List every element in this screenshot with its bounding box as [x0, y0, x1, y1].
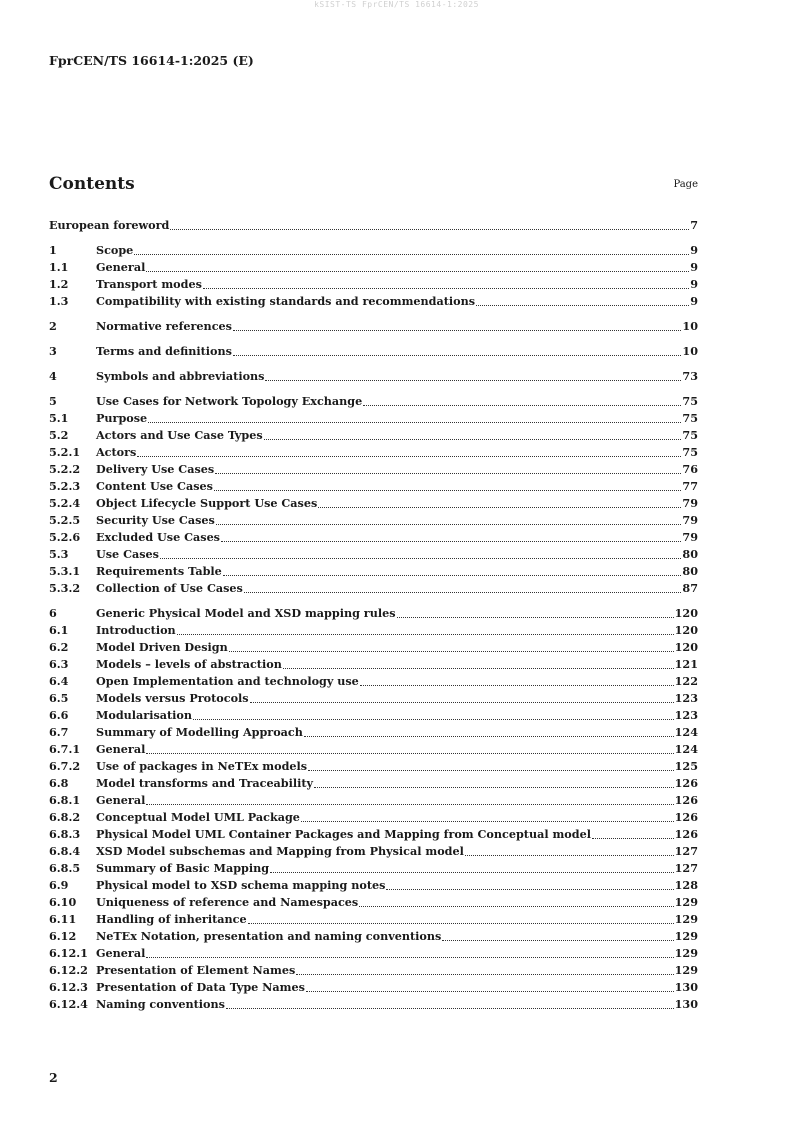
toc-entry-page: 128 [674, 878, 698, 892]
toc-entry-number: 5.3.2 [49, 581, 81, 595]
toc-entry-title: Actors and Use Case Types [96, 428, 263, 442]
toc-dot-leader [146, 270, 689, 272]
toc-entry[interactable] [49, 546, 698, 563]
toc-entry[interactable] [49, 318, 698, 335]
toc-entry-title: Introduction [96, 623, 176, 637]
toc-dot-leader [442, 939, 673, 941]
toc-entry-number: 6.2 [49, 640, 69, 654]
toc-entry-page: 123 [674, 691, 698, 705]
toc-entry-page: 120 [674, 606, 698, 620]
toc-entry-number: 5.2.5 [49, 513, 81, 527]
toc-dot-leader [397, 616, 674, 618]
toc-dot-leader [314, 786, 674, 788]
page-column-label: Page [673, 179, 698, 190]
toc-entry-number: 6.6 [49, 708, 69, 722]
toc-entry[interactable] [49, 996, 698, 1013]
toc-entry[interactable] [49, 962, 698, 979]
toc-entry-number: 6.9 [49, 878, 69, 892]
toc-entry-title: Summary of Basic Mapping [96, 861, 270, 875]
toc-entry-page: 79 [682, 496, 698, 510]
toc-entry-page: 126 [674, 776, 698, 790]
toc-entry-number: 6.7.1 [49, 742, 81, 756]
toc-entry[interactable] [49, 928, 698, 945]
toc-entry-page: 10 [682, 344, 698, 358]
toc-entry[interactable] [49, 259, 698, 276]
toc-entry-page: 79 [682, 513, 698, 527]
toc-entry-page: 80 [682, 547, 698, 561]
toc-entry[interactable] [49, 911, 698, 928]
toc-entry-number: 1 [49, 243, 57, 257]
toc-entry-page: 129 [674, 895, 698, 909]
toc-entry-page: 121 [674, 657, 698, 671]
toc-entry[interactable] [49, 512, 698, 529]
toc-dot-leader [308, 769, 674, 771]
toc-entry-number: 6.8.1 [49, 793, 81, 807]
toc-dot-leader [177, 633, 674, 635]
toc-entry-number: 6.8.4 [49, 844, 81, 858]
toc-entry[interactable] [49, 860, 698, 877]
toc-entry[interactable] [49, 656, 698, 673]
toc-entry[interactable] [49, 427, 698, 444]
toc-entry[interactable] [49, 775, 698, 792]
toc-entry-title: Excluded Use Cases [96, 530, 220, 544]
toc-entry-title: Requirements Table [96, 564, 222, 578]
toc-dot-leader [170, 228, 689, 230]
toc-entry[interactable] [49, 293, 698, 310]
toc-entry-page: 126 [674, 793, 698, 807]
toc-dot-leader [301, 820, 674, 822]
toc-entry[interactable] [49, 809, 698, 826]
toc-dot-leader [137, 455, 681, 457]
toc-dot-leader [363, 404, 681, 406]
document-id: FprCEN/TS 16614-1:2025 (E) [49, 53, 254, 68]
toc-entry[interactable] [49, 707, 698, 724]
contents-title: Contents [49, 174, 135, 194]
toc-entry-number: 5.2 [49, 428, 69, 442]
toc-entry-number: 6.3 [49, 657, 69, 671]
watermark: kSIST-TS FprCEN/TS 16614-1:2025 [314, 0, 479, 9]
toc-entry[interactable] [49, 639, 698, 656]
toc-entry-title: Terms and definitions [96, 344, 232, 358]
toc-entry-title: General [96, 946, 146, 960]
toc-entry-title: Modularisation [96, 708, 193, 722]
toc-dot-leader [304, 735, 674, 737]
toc-dot-leader [229, 650, 674, 652]
toc-entry[interactable] [49, 826, 698, 843]
toc-entry-number: 6.12.1 [49, 946, 88, 960]
toc-entry-page: 127 [674, 861, 698, 875]
toc-entry[interactable] [49, 945, 698, 962]
toc-entry-title: Model Driven Design [96, 640, 228, 654]
toc-entry-number: 2 [49, 319, 57, 333]
toc-entry[interactable] [49, 529, 698, 546]
toc-dot-leader [223, 574, 682, 576]
toc-entry-number: 6 [49, 606, 57, 620]
toc-entry-title: European foreword [49, 218, 170, 232]
toc-dot-leader [221, 540, 681, 542]
toc-entry-number: 6.8 [49, 776, 69, 790]
toc-entry-number: 3 [49, 344, 57, 358]
toc-entry-title: Object Lifecycle Support Use Cases [96, 496, 318, 510]
toc-entry-page: 129 [674, 963, 698, 977]
toc-entry-page: 9 [690, 277, 698, 291]
toc-entry-page: 87 [682, 581, 698, 595]
toc-dot-leader [148, 421, 681, 423]
footer-page-number: 2 [49, 1070, 58, 1085]
toc-entry-page: 129 [674, 929, 698, 943]
toc-entry-title: Models – levels of abstraction [96, 657, 282, 671]
toc-entry-title: Collection of Use Cases [96, 581, 243, 595]
toc-entry-title: Use of packages in NeTEx models [96, 759, 308, 773]
toc-entry[interactable] [49, 444, 698, 461]
toc-entry-number: 5.2.3 [49, 479, 81, 493]
toc-entry-page: 130 [674, 980, 698, 994]
toc-entry[interactable] [49, 563, 698, 580]
toc-entry[interactable] [49, 461, 698, 478]
toc-entry[interactable] [49, 393, 698, 410]
toc-entry-number: 6.5 [49, 691, 69, 705]
toc-entry-title: Handling of inheritance [96, 912, 247, 926]
toc-entry[interactable] [49, 495, 698, 512]
toc-dot-leader [386, 888, 673, 890]
toc-dot-leader [214, 489, 682, 491]
toc-dot-leader [233, 329, 682, 331]
toc-entry-page: 129 [674, 946, 698, 960]
toc-entry-page: 126 [674, 810, 698, 824]
toc-entry-title: Symbols and abbreviations [96, 369, 265, 383]
toc-entry[interactable] [49, 877, 698, 894]
toc-entry-title: Delivery Use Cases [96, 462, 215, 476]
toc-dot-leader [216, 523, 682, 525]
toc-entry-number: 6.12.4 [49, 997, 88, 1011]
toc-entry-number: 6.1 [49, 623, 69, 637]
toc-dot-leader [215, 472, 681, 474]
toc-entry[interactable] [49, 758, 698, 775]
toc-entry-page: 73 [682, 369, 698, 383]
toc-entry[interactable] [49, 894, 698, 911]
toc-entry-page: 124 [674, 725, 698, 739]
toc-entry-title: NeTEx Notation, presentation and naming conventions [96, 929, 442, 943]
toc-entry-page: 123 [674, 708, 698, 722]
toc-dot-leader [146, 752, 673, 754]
toc-entry-title: Scope [96, 243, 134, 257]
toc-dot-leader [318, 506, 681, 508]
toc-entry[interactable] [49, 622, 698, 639]
toc-entry-page: 80 [682, 564, 698, 578]
toc-dot-leader [283, 667, 674, 669]
toc-entry-page: 126 [674, 827, 698, 841]
toc-entry-number: 1.2 [49, 277, 69, 291]
toc-entry-page: 130 [674, 997, 698, 1011]
toc-entry-page: 75 [682, 445, 698, 459]
toc-entry-page: 129 [674, 912, 698, 926]
toc-entry-title: Purpose [96, 411, 148, 425]
toc-entry-number: 6.8.5 [49, 861, 81, 875]
toc-entry-title: Naming conventions [96, 997, 225, 1011]
toc-dot-leader [134, 253, 689, 255]
toc-dot-leader [476, 304, 689, 306]
toc-entry[interactable] [49, 217, 698, 234]
toc-dot-leader [146, 956, 673, 958]
toc-entry-number: 5.2.1 [49, 445, 81, 459]
toc-dot-leader [265, 379, 681, 381]
toc-entry-page: 125 [674, 759, 698, 773]
toc-entry-title: Models versus Protocols [96, 691, 249, 705]
toc-entry-number: 6.7 [49, 725, 69, 739]
toc-entry-number: 6.12 [49, 929, 77, 943]
toc-entry-page: 120 [674, 623, 698, 637]
toc-entry[interactable] [49, 276, 698, 293]
toc-entry-title: XSD Model subschemas and Mapping from Physical model [96, 844, 464, 858]
toc-entry[interactable] [49, 843, 698, 860]
toc-entry[interactable] [49, 792, 698, 809]
toc-dot-leader [250, 701, 674, 703]
toc-entry-title: Normative references [96, 319, 232, 333]
toc-entry-title: Transport modes [96, 277, 202, 291]
toc-entry-number: 6.12.2 [49, 963, 88, 977]
toc-entry-title: General [96, 260, 146, 274]
toc-entry-title: Use Cases for Network Topology Exchange [96, 394, 363, 408]
toc-dot-leader [193, 718, 674, 720]
toc-entry-page: 75 [682, 428, 698, 442]
toc-entry-page: 127 [674, 844, 698, 858]
toc-entry[interactable] [49, 605, 698, 622]
toc-entry[interactable] [49, 343, 698, 360]
toc-dot-leader [360, 684, 674, 686]
toc-dot-leader [306, 990, 674, 992]
toc-entry-title: Actors [96, 445, 137, 459]
toc-entry-number: 6.12.3 [49, 980, 88, 994]
toc-entry-page: 7 [690, 218, 698, 232]
toc-entry[interactable] [49, 690, 698, 707]
toc-dot-leader [465, 854, 674, 856]
toc-entry-number: 5.2.4 [49, 496, 81, 510]
toc-dot-leader [248, 922, 674, 924]
toc-entry-title: Model transforms and Traceability [96, 776, 314, 790]
table-of-contents [49, 217, 698, 1013]
toc-entry-title: Physical Model UML Container Packages and Mapping from Conceptual model [96, 827, 591, 841]
toc-entry-title: Compatibility with existing standards and recommendations [96, 294, 476, 308]
toc-entry-page: 9 [690, 243, 698, 257]
toc-entry-number: 6.8.3 [49, 827, 81, 841]
toc-entry-title: Uniqueness of reference and Namespaces [96, 895, 359, 909]
toc-entry-title: Summary of Modelling Approach [96, 725, 303, 739]
toc-entry-title: Use Cases [96, 547, 159, 561]
toc-entry-page: 79 [682, 530, 698, 544]
toc-dot-leader [359, 905, 673, 907]
toc-entry-number: 6.11 [49, 912, 77, 926]
toc-entry-number: 5.2.2 [49, 462, 81, 476]
toc-entry-number: 5.3.1 [49, 564, 81, 578]
toc-entry-title: Physical model to XSD schema mapping notes [96, 878, 386, 892]
toc-entry[interactable] [49, 368, 698, 385]
toc-dot-leader [160, 557, 681, 559]
toc-entry-title: Conceptual Model UML Package [96, 810, 300, 824]
toc-dot-leader [264, 438, 682, 440]
toc-entry-number: 5.3 [49, 547, 69, 561]
toc-entry-page: 77 [682, 479, 698, 493]
toc-entry-page: 9 [690, 294, 698, 308]
toc-dot-leader [592, 837, 674, 839]
toc-entry-title: Presentation of Data Type Names [96, 980, 305, 994]
toc-entry-page: 120 [674, 640, 698, 654]
toc-entry-page: 76 [682, 462, 698, 476]
toc-dot-leader [226, 1007, 674, 1009]
toc-dot-leader [244, 591, 682, 593]
toc-entry-title: Presentation of Element Names [96, 963, 296, 977]
toc-dot-leader [146, 803, 673, 805]
toc-dot-leader [203, 287, 689, 289]
toc-entry-title: Content Use Cases [96, 479, 213, 493]
toc-entry[interactable] [49, 741, 698, 758]
toc-entry-number: 1.3 [49, 294, 69, 308]
toc-entry[interactable] [49, 724, 698, 741]
toc-entry-title: General [96, 793, 146, 807]
toc-entry[interactable] [49, 242, 698, 259]
toc-entry-number: 5.2.6 [49, 530, 81, 544]
toc-entry-number: 6.4 [49, 674, 69, 688]
toc-entry-title: Open Implementation and technology use [96, 674, 359, 688]
toc-entry-page: 10 [682, 319, 698, 333]
toc-entry[interactable] [49, 673, 698, 690]
toc-entry-number: 6.10 [49, 895, 77, 909]
toc-entry-title: General [96, 742, 146, 756]
toc-entry-number: 6.8.2 [49, 810, 81, 824]
toc-entry-page: 124 [674, 742, 698, 756]
toc-entry[interactable] [49, 580, 698, 597]
toc-entry-number: 5 [49, 394, 57, 408]
toc-entry-number: 4 [49, 369, 57, 383]
toc-entry-number: 6.7.2 [49, 759, 81, 773]
toc-entry-title: Generic Physical Model and XSD mapping rules [96, 606, 396, 620]
toc-entry-page: 75 [682, 394, 698, 408]
toc-entry[interactable] [49, 410, 698, 427]
toc-entry-title: Security Use Cases [96, 513, 215, 527]
toc-dot-leader [233, 354, 681, 356]
toc-entry-page: 75 [682, 411, 698, 425]
toc-entry-number: 1.1 [49, 260, 69, 274]
toc-entry[interactable] [49, 478, 698, 495]
toc-entry-page: 9 [690, 260, 698, 274]
toc-entry[interactable] [49, 979, 698, 996]
toc-entry-number: 5.1 [49, 411, 69, 425]
toc-dot-leader [296, 973, 673, 975]
toc-entry-page: 122 [674, 674, 698, 688]
toc-dot-leader [270, 871, 674, 873]
